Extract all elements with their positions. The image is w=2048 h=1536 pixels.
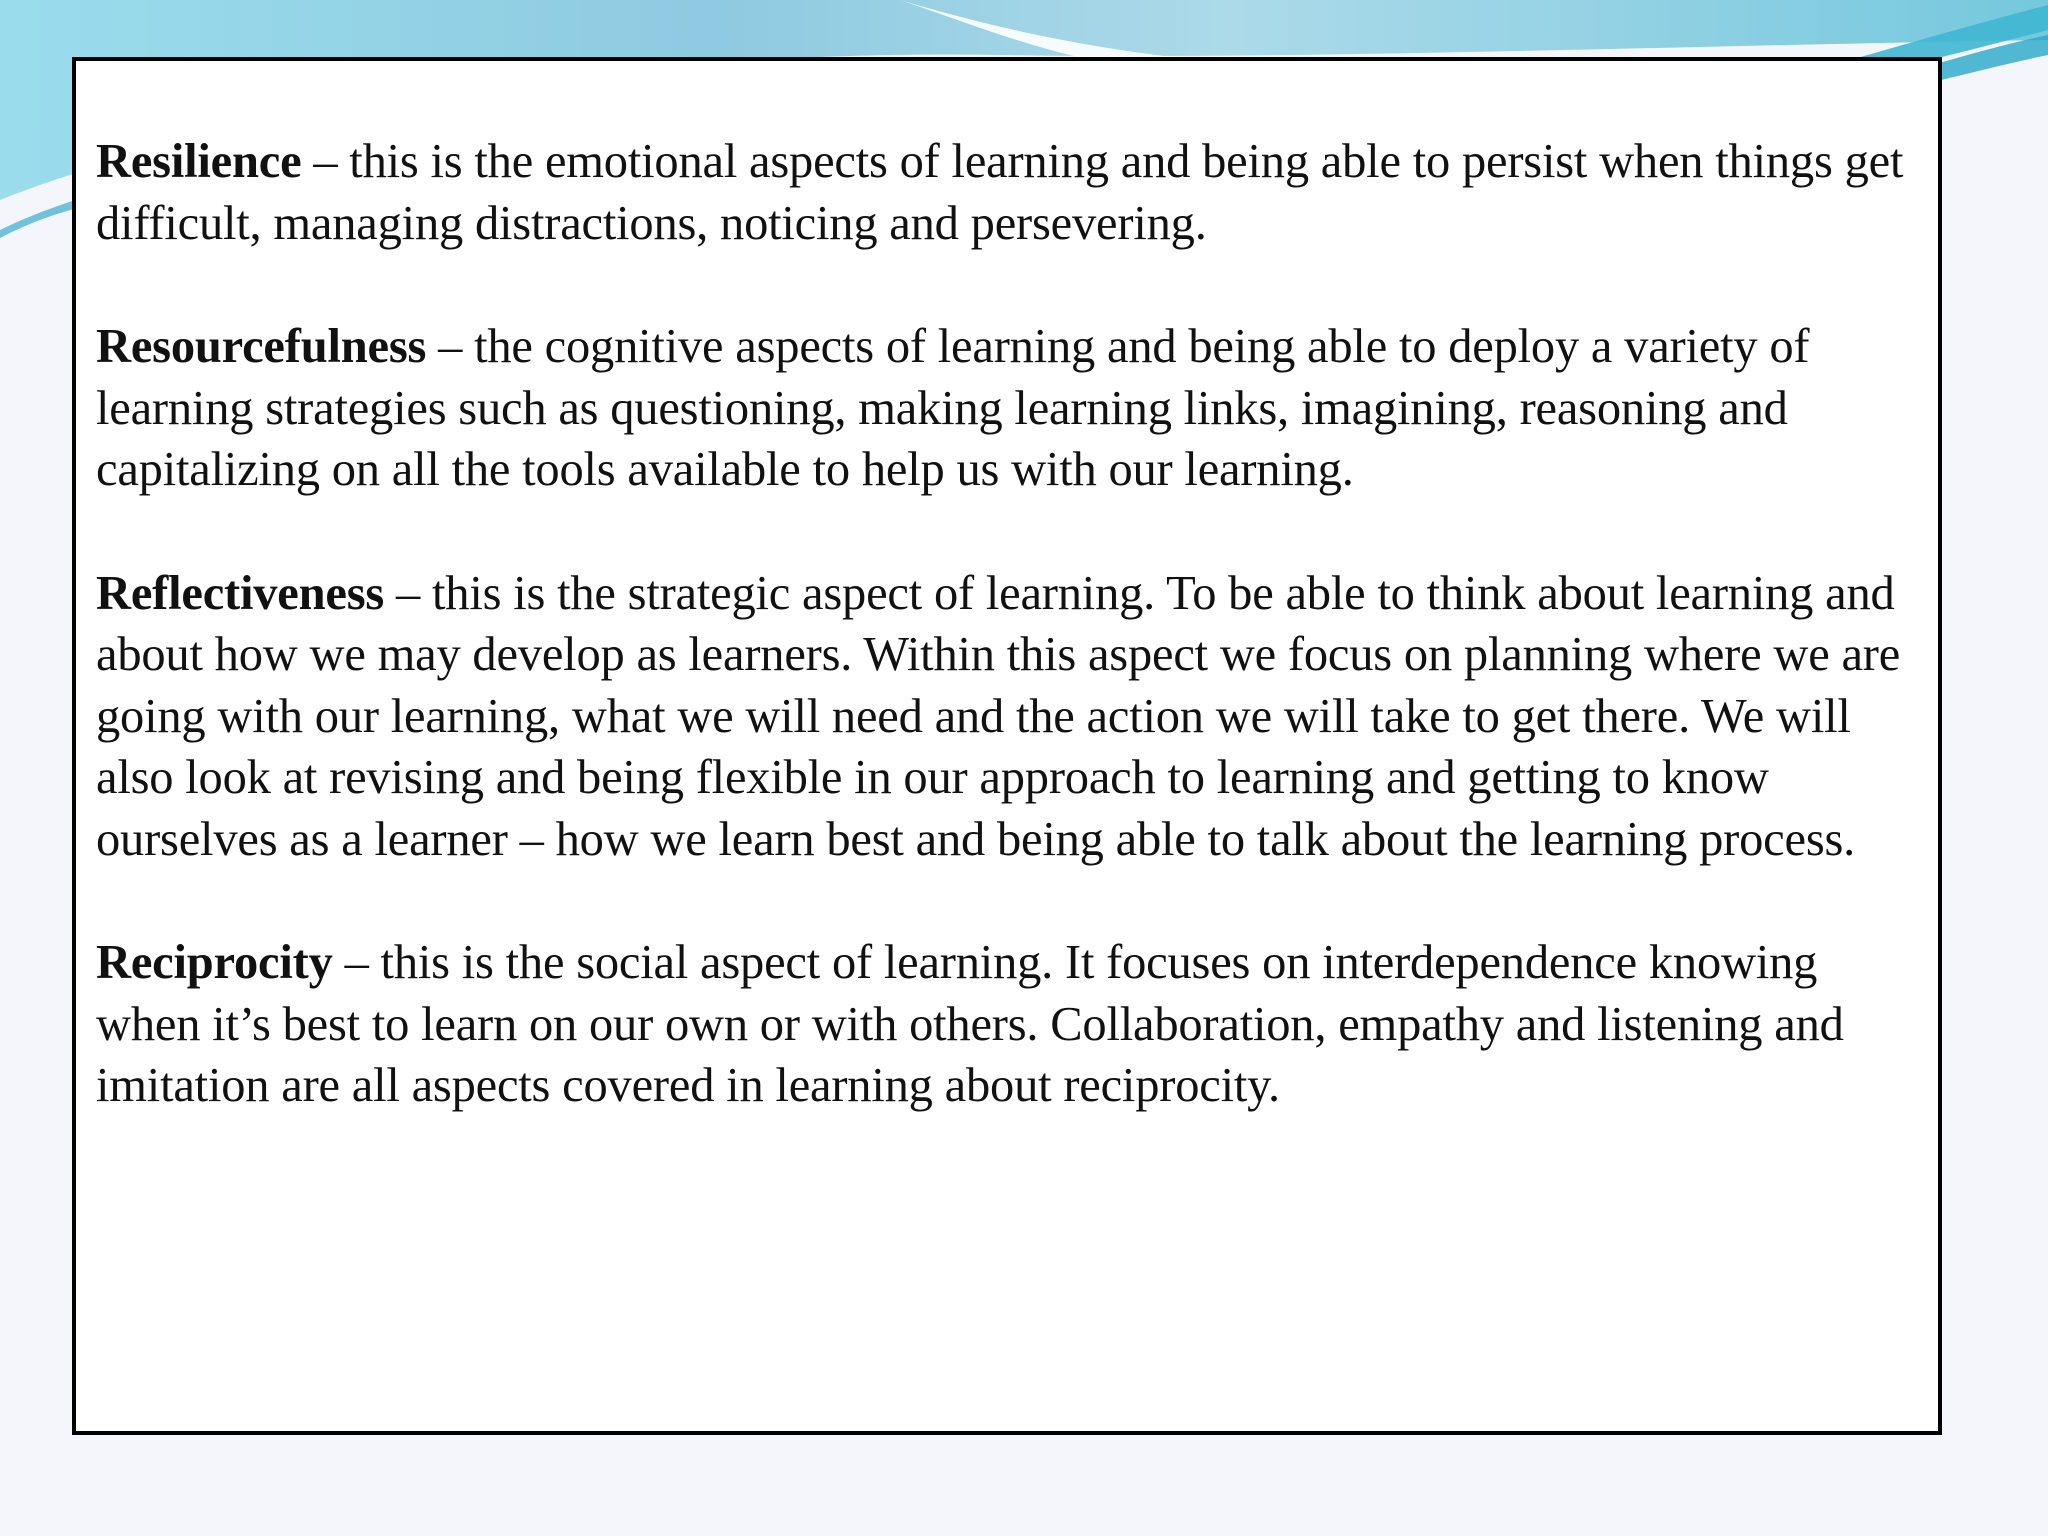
reflectiveness-description: – this is the strategic aspect of learning. To be able to think about learning and about how we may develop as learners. Within this aspect we focus on planning where we are going with our learning, what we will need and the action we will take to get there. We will also look at revising and being flexible in our approach to learning and getting to know ourselves as a learner – how we learn best and being able to talk about the learning process. <box>96 566 1901 866</box>
text-box <box>72 57 1942 1435</box>
reciprocity-description: – this is the social aspect of learning. It focuses on interdependence knowing when it’s best to learn on our own or with others. Collaboration, empathy and listening and imitation are all aspects covered in learning about reciprocity. <box>96 936 1844 1112</box>
reciprocity-paragraph <box>96 932 1918 1117</box>
reflectiveness-term: Reflectiveness <box>96 566 385 620</box>
resourcefulness-paragraph <box>96 316 1918 501</box>
reciprocity-term: Reciprocity <box>96 936 333 989</box>
resilience-description: – this is the emotional aspects of learning and being able to persist when things get difficult, managing distractions, noticing and persevering. <box>96 135 1904 250</box>
resourcefulness-description: – the cognitive aspects of learning and being able to deploy a variety of learning strategies such as questioning, making learning links, imagining, reasoning and capitalizing on all the tools available to help us with our learning. <box>96 320 1810 496</box>
resourcefulness-term: Resourcefulness <box>96 320 427 373</box>
resilience-paragraph <box>96 131 1918 254</box>
reflectiveness-paragraph <box>96 563 1918 871</box>
resilience-term: Resilience <box>96 135 302 188</box>
